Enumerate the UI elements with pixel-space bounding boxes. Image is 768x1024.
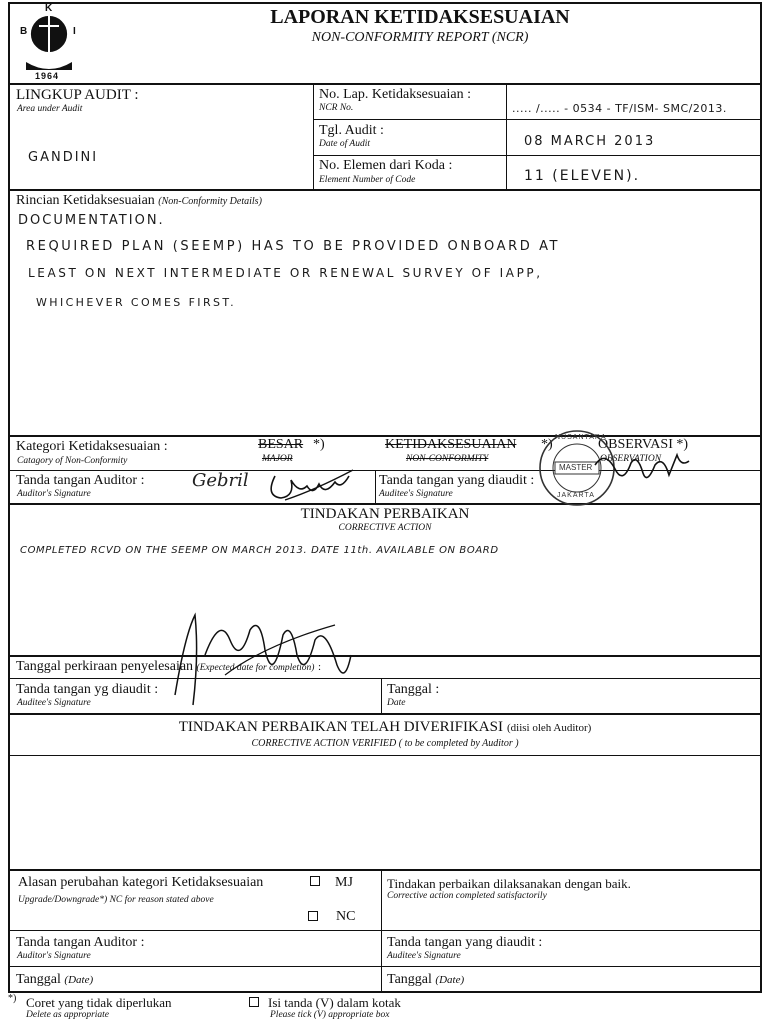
logo-letter-b: B (20, 26, 28, 37)
nc-checkbox[interactable] (308, 911, 318, 921)
category-observation: OBSERVASI *) (598, 437, 689, 452)
category-minor-mark: *) (541, 437, 553, 452)
details-line-2: REQUIRED PLAN (SEEMP) HAS TO BE PROVIDED ONBOARD AT (26, 239, 561, 254)
completed-ok-label: Tindakan perbaikan dilaksanakan dengan baik. (387, 876, 631, 891)
expected-date-text: Tanggal perkiraan penyelesaian (16, 659, 194, 674)
change-reason-sublabel: Upgrade/Downgrade*) NC for reason stated above (18, 895, 214, 905)
details-line-3: LEAST ON NEXT INTERMEDIATE OR RENEWAL SURVEY OF IAPP, (28, 266, 543, 280)
logo-year: 1964 (35, 71, 60, 81)
audit-date-sublabel: Date of Audit (319, 139, 371, 149)
change-reason-label: Alasan perubahan kategori Ketidaksesuaian (18, 875, 264, 890)
details-line-1: DOCUMENTATION. (18, 213, 165, 228)
expected-date-sublabel: (Expected date for completion) (196, 663, 315, 673)
ncr-no-label: No. Lap. Ketidaksesuaian : (319, 87, 472, 102)
date2-label: Tanggal : (387, 682, 440, 697)
completed-ok-sublabel: Corrective action completed satisfactorily (387, 891, 547, 901)
expected-date-suffix: : (317, 661, 322, 673)
logo-letter-i: I (73, 26, 76, 37)
auditor-signature-name: Gebril (192, 470, 249, 491)
scope-sublabel: Area under Audit (17, 104, 83, 114)
auditee-sig2-sublabel: Auditee's Signature (17, 698, 91, 708)
logo-letter-k: K (45, 3, 53, 14)
details-label (16, 193, 262, 208)
date-right-sublabel: (Date) (435, 974, 465, 986)
category-label: Kategori Ketidaksesuaian : (16, 439, 168, 454)
date-right-label (387, 972, 464, 987)
details-label-text: Rincian Ketidaksesuaian (16, 193, 155, 208)
category-observation-sub: OBSERVATION (600, 454, 662, 464)
date-left-sublabel: (Date) (64, 974, 94, 986)
mj-checkbox[interactable] (310, 876, 320, 886)
auditor-signature-icon (255, 466, 355, 506)
auditor-sig-label: Tanda tangan Auditor : (16, 473, 145, 488)
verified-title-row (8, 718, 762, 736)
ncr-no-sublabel: NCR No. (319, 103, 354, 113)
category-minor: KETIDAKSESUAIAN (385, 437, 517, 452)
auditee-sig2-label: Tanda tangan yg diaudit : (16, 682, 159, 697)
footer-note1-sub: Delete as appropriate (26, 1010, 110, 1020)
ncr-no-value: ..... /..... - 0534 - TF/ISM- SMC/2013. (512, 102, 727, 115)
corrective-subtitle: CORRECTIVE ACTION (338, 523, 432, 533)
verified-subtitle: CORRECTIVE ACTION VERIFIED ( to be completed by Auditor ) (251, 738, 519, 749)
mj-label: MJ (335, 875, 353, 890)
auditor-sig-sublabel: Auditor's Signature (17, 489, 91, 499)
form-title: LAPORAN KETIDAKSESUAIAN (270, 6, 570, 28)
category-minor-sub: NON-CONFORMITY (406, 454, 489, 464)
date-left-label (16, 972, 93, 987)
footer-note2-sub: Please tick (V) appropriate box (270, 1010, 390, 1020)
scope-label: LINGKUP AUDIT : (16, 87, 139, 103)
footer-mark: *) (8, 993, 17, 1004)
stamp-bottom-text: JAKARTA (557, 492, 595, 499)
auditee-sig3-sublabel: Auditee's Signature (387, 951, 461, 961)
verified-title: TINDAKAN PERBAIKAN TELAH DIVERIFIKASI (178, 719, 503, 735)
category-sublabel: Catagory of Non-Conformity (17, 456, 128, 466)
nc-label: NC (336, 909, 356, 924)
auditee-sig-label: Tanda tangan yang diaudit : (379, 473, 535, 488)
audit-date-label: Tgl. Audit : (319, 123, 384, 138)
date-left-text: Tanggal (16, 972, 61, 987)
auditee-sig-sublabel: Auditee's Signature (379, 489, 453, 499)
verified-title-note: (diisi oleh Auditor) (506, 722, 592, 734)
stamp-top-text: NUSANTARA (555, 434, 607, 441)
details-line-4: WHICHEVER COMES FIRST. (36, 296, 237, 309)
auditor-sig3-label: Tanda tangan Auditor : (16, 935, 145, 950)
element-no-label: No. Elemen dari Koda : (319, 158, 453, 173)
scope-value: GANDINI (28, 150, 99, 165)
form-subtitle: NON-CONFORMITY REPORT (NCR) (311, 30, 529, 45)
audit-date-value: 08 MARCH 2013 (524, 134, 656, 149)
expected-date-label (16, 659, 321, 675)
date-right-text: Tanggal (387, 972, 432, 987)
corrective-signature-icon (165, 595, 365, 715)
category-major: BESAR (258, 437, 304, 452)
auditor-sig3-sublabel: Auditor's Signature (17, 951, 91, 961)
element-no-value: 11 (ELEVEN). (524, 168, 641, 184)
footer-checkbox-icon (249, 997, 259, 1007)
bki-logo (18, 4, 80, 82)
category-major-sub: MAJOR (262, 454, 293, 464)
details-sublabel: (Non-Conformity Details) (158, 196, 262, 207)
stamp-middle-text: MASTER (559, 463, 593, 472)
footer-note2: Isi tanda (V) dalam kotak (268, 995, 401, 1010)
element-no-sublabel: Element Number of Code (319, 175, 416, 185)
footer-note1: Coret yang tidak diperlukan (26, 995, 172, 1010)
corrective-title: TINDAKAN PERBAIKAN (300, 506, 470, 522)
date2-sublabel: Date (387, 698, 406, 708)
auditee-sig3-label: Tanda tangan yang diaudit : (387, 935, 543, 950)
auditee-signature-icon (585, 445, 695, 500)
category-major-mark: *) (313, 437, 325, 452)
corrective-handwriting: COMPLETED RCVD ON THE SEEMP ON MARCH 2013. DATE 11th. AVAILABLE ON BOARD (20, 545, 499, 556)
